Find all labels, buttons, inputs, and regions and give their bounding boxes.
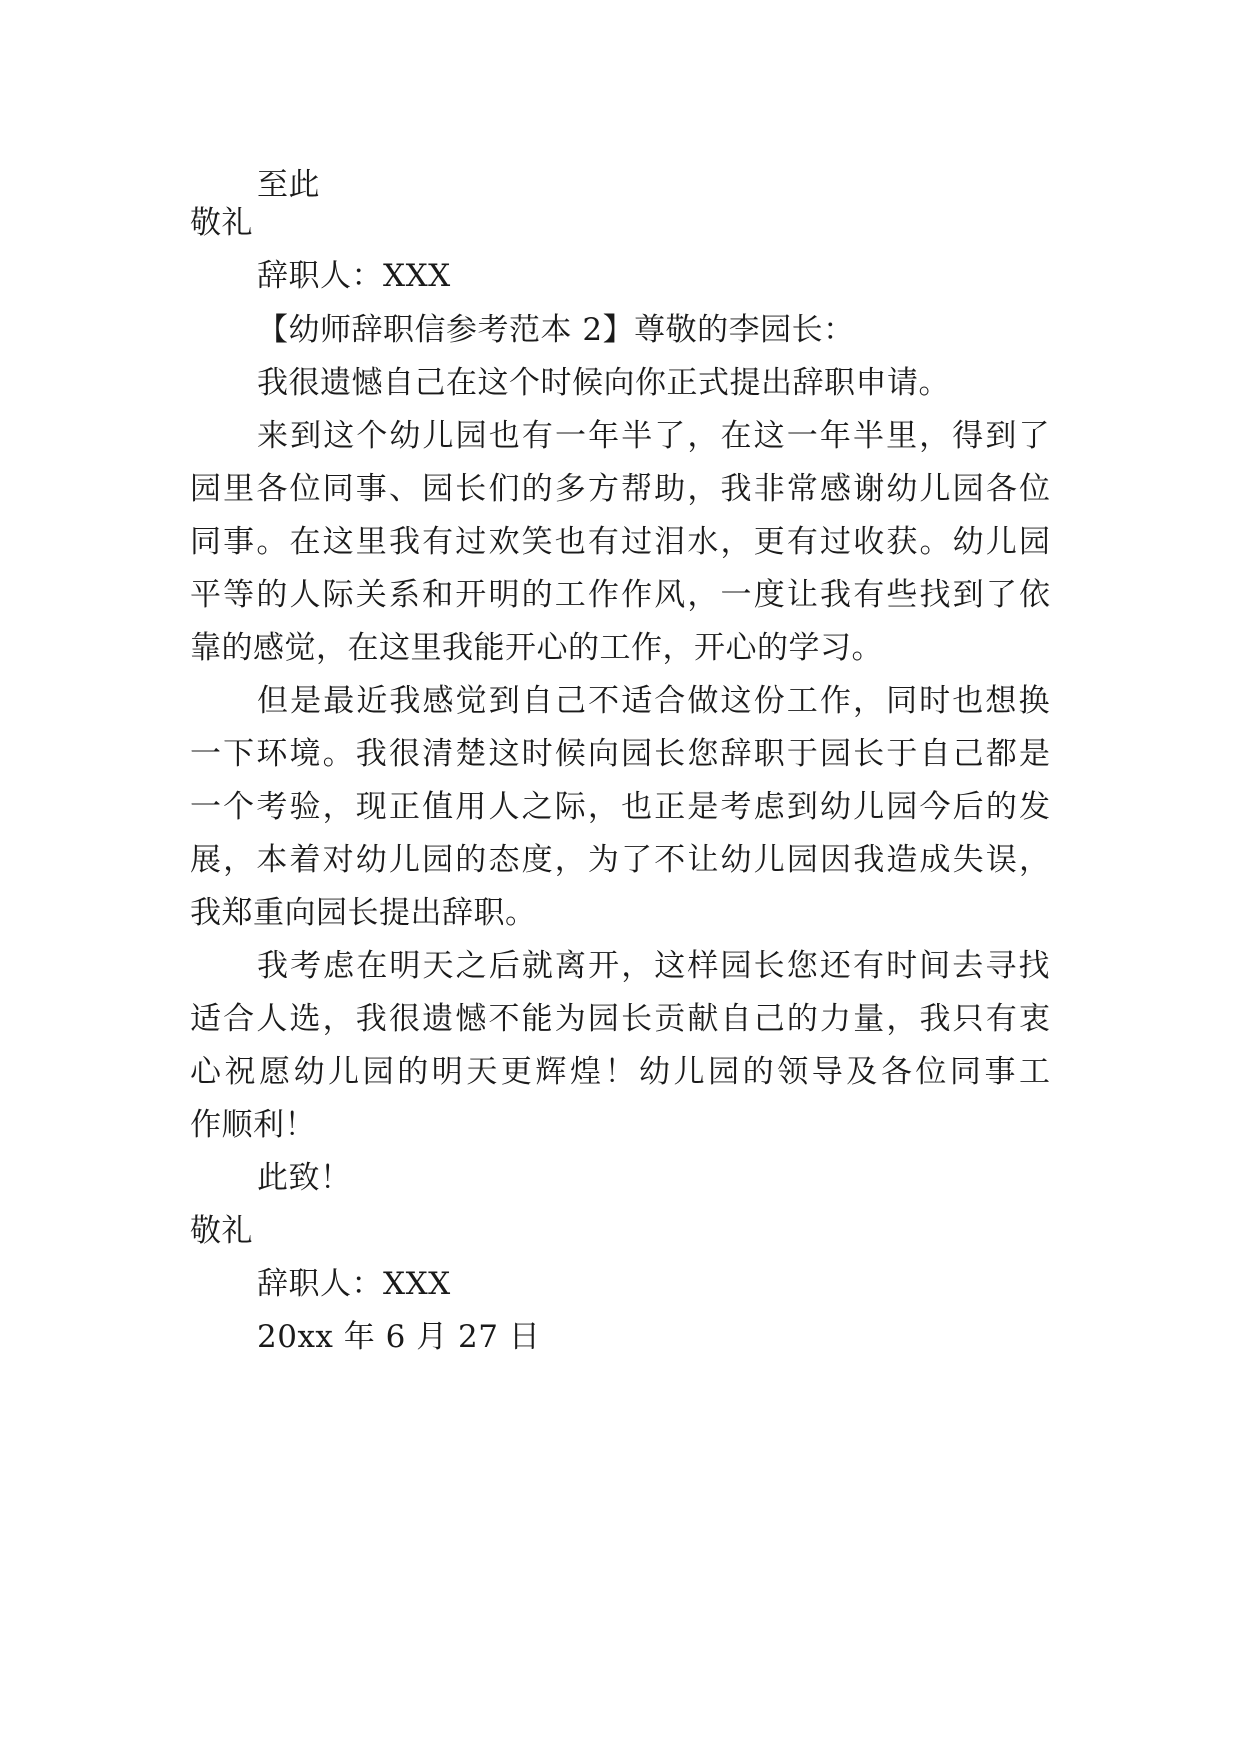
paragraph-line: 来到这个幼儿园也有一年半了，在这一年半里，得到了	[257, 418, 1050, 454]
paragraph-line: 心祝愿幼儿园的明天更辉煌！幼儿园的领导及各位同事工	[190, 1054, 1050, 1090]
paragraph-line: 平等的人际关系和开明的工作作风，一度让我有些找到了依	[190, 577, 1050, 613]
paragraph-line: 但是最近我感觉到自己不适合做这份工作，同时也想换	[257, 683, 1050, 719]
salutation-line: 敬礼	[190, 205, 253, 241]
paragraph-line: 一下环境。我很清楚这时候向园长您辞职于园长于自己都是	[190, 736, 1050, 772]
paragraph-line: 靠的感觉，在这里我能开心的工作，开心的学习。	[190, 630, 883, 666]
signature-line: 辞职人：XXX	[257, 258, 451, 294]
paragraph-line: 适合人选，我很遗憾不能为园长贡献自己的力量，我只有衷	[190, 1001, 1050, 1037]
paragraph-line: 我很遗憾自己在这个时候向你正式提出辞职申请。	[257, 365, 950, 401]
paragraph-line: 同事。在这里我有过欢笑也有过泪水，更有过收获。幼儿园	[190, 524, 1050, 560]
signature-line: 辞职人：XXX	[257, 1266, 451, 1302]
closing-line: 至此	[257, 167, 320, 203]
date-line: 20xx 年 6 月 27 日	[257, 1319, 541, 1355]
paragraph-line: 作顺利！	[190, 1107, 316, 1143]
paragraph-line: 一个考验，现正值用人之际，也正是考虑到幼儿园今后的发	[190, 789, 1050, 825]
paragraph-line: 我考虑在明天之后就离开，这样园长您还有时间去寻找	[257, 948, 1050, 984]
paragraph-line: 展，本着对幼儿园的态度，为了不让幼儿园因我造成失误，	[190, 842, 1050, 878]
salutation-line: 敬礼	[190, 1213, 253, 1249]
paragraph-line: 我郑重向园长提出辞职。	[190, 895, 537, 931]
closing-line: 此致！	[257, 1160, 352, 1196]
section-heading: 【幼师辞职信参考范本 2】尊敬的李园长：	[257, 312, 855, 348]
paragraph-line: 园里各位同事、园长们的多方帮助，我非常感谢幼儿园各位	[190, 471, 1050, 507]
